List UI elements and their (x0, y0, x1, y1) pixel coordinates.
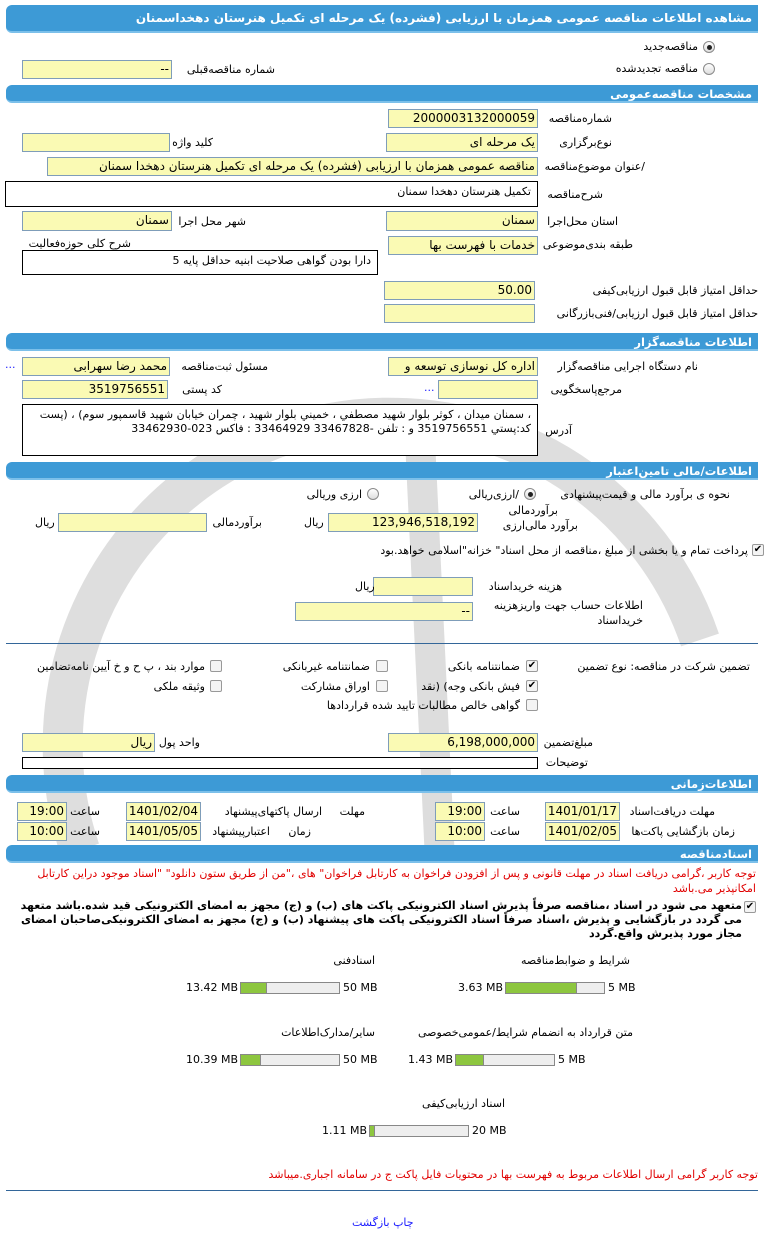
currency-field[interactable]: ریال (22, 733, 155, 752)
keyword-field[interactable] (22, 133, 170, 152)
checkbox-cash-receipt[interactable]: ✔ (527, 680, 537, 691)
account-field[interactable]: -- (295, 602, 473, 621)
file-usage-fill (456, 1055, 484, 1065)
file-usage-bar (369, 1125, 469, 1137)
back-link[interactable]: بازگشت (352, 1216, 390, 1229)
section-general: مشخصات مناقصه‌عمومی (6, 85, 758, 103)
subject-label: /عنوان موضوع‌مناقصه (544, 160, 645, 173)
page-title: مشاهده اطلاعات مناقصه عمومی همزمان با ارزیابی (فشرده) یک مرحله ای تکمیل هنرستان دهخداسمنان (6, 5, 758, 33)
section-timing: اطلاعات‌زمانی (6, 775, 758, 793)
postal-code-field[interactable]: 3519756551 (22, 380, 168, 399)
file-label: شرایط و ضوابط‌مناقصه (521, 954, 630, 967)
city-field[interactable]: سمنان (22, 211, 172, 231)
reference-label: مرجع‌پاسخگویی (550, 383, 622, 396)
checkbox-bonds[interactable] (376, 680, 388, 692)
file-size: 3.63 MB (457, 981, 503, 994)
rial-label: /ارزی‌ریالی (468, 488, 519, 501)
property-collateral-label: وثیقه ملکی (153, 680, 205, 693)
responsible-label: مسئول ثبت‌مناقصه (181, 360, 268, 373)
estimate-fx-label: برآورد مالی‌ارزی (502, 519, 578, 532)
file-usage-bar (240, 1054, 340, 1066)
checkbox-nonbank-guarantee[interactable] (376, 660, 388, 672)
submit-label-1: مهلت (339, 805, 365, 818)
account-label: اطلاعات حساب جهت واریزهزینه خریداسناد (493, 599, 643, 627)
commitment-text: متعهد می شود در اسناد ،مناقصه صرفاً پذیرش اسناد الکترونیکی پاکت های (ب) و (ج) مجهز به امضای الکترونیکی قید شده.باشد متعهد می گردد در بازگشایی و پذیرش ،اسناد صرفاً اسناد الکترونیکی پاکت های پیشنهاد (ب) و (ج) مجهز به امضای الکترونیکی‌صاحبان امضای مجاز مورد پذیرش واقع.گردد (20, 899, 742, 940)
subject-field[interactable]: مناقصه عمومی همزمان با ارزیابی (فشرده) یک مرحله ای تکمیل هنرستان دهخدا سمنان (47, 157, 538, 176)
checkbox-receivables-certificate[interactable] (526, 699, 538, 711)
tender-number-label: شماره‌مناقصه (548, 112, 612, 125)
new-tender-label: مناقصه‌جدید (643, 40, 698, 53)
reference-field[interactable] (438, 380, 538, 399)
validity-label-2: اعتبارپیشنهاد (212, 825, 270, 838)
guarantee-label: تضمین شرکت در مناقصه: نوع تضمین (577, 660, 750, 673)
description-box: تکمیل هنرستان دهخدا سمنان (5, 181, 538, 207)
doc-deadline-label: مهلت دریافت‌اسناد (629, 805, 715, 818)
treasury-text: پرداخت تمام و یا بخشی از مبلغ ،مناقصه از محل اسناد" خزانه"اسلامی خواهد.بود (380, 544, 748, 557)
description-label: شرح‌مناقصه (547, 188, 603, 201)
province-field[interactable]: سمنان (386, 211, 538, 231)
doc-cost-field[interactable] (373, 577, 473, 596)
submit-date[interactable]: 1401/02/04 (126, 802, 201, 821)
address-box: ، سمنان میدان ، کوثر بلوار شهید مصطفي ، خميني بلوار شهيد ، چمران خيابان شهيد قاسمپور سوم) ، (پست کد:پستي 3519756551 و : تلفن -33467828 33464929 : فاكس 023-33462930 (22, 404, 538, 456)
file-label: متن قرارداد به انضمام شرایط/عمومی‌خصوصی (417, 1026, 633, 1039)
estimate-field[interactable]: 123,946,518,192 (328, 513, 478, 532)
estimate-method-label: نحوه ی برآورد مالی و قیمت‌پیشنهادی (560, 488, 730, 501)
hour-label: ساعت (70, 805, 100, 818)
checkbox-property-collateral[interactable] (210, 680, 222, 692)
cash-receipt-label: فیش بانکی وجه) (نقد (421, 680, 520, 693)
price-list-notice: توجه کاربر گرامی ارسال اطلاعات مربوط به فهرست بها در محتویات فایل پاکت ج در سامانه اجباری.میباشد (268, 1168, 758, 1181)
radio-renewed-tender[interactable] (703, 63, 715, 75)
estimate-label: برآوردمالی (508, 504, 558, 517)
file-size: 1.43 MB (407, 1053, 453, 1066)
radio-rial[interactable] (524, 488, 536, 500)
reference-more-link[interactable]: ... (424, 381, 435, 394)
file-usage-fill (370, 1126, 375, 1136)
file-usage-bar (505, 982, 605, 994)
fx-rial-label: ارزی وریالی (306, 488, 362, 501)
file-limit: 5 MB (608, 981, 636, 994)
guarantee-amount-label: مبلغ‌تضمین (543, 736, 593, 749)
holding-type-label: نوع‌برگزاری (559, 136, 612, 149)
bank-guarantee-label: ضمانتنامه بانکی (447, 660, 520, 673)
file-label: اسناد ارزیابی‌کیفی (422, 1097, 505, 1110)
province-label: استان محل‌اجرا (547, 215, 618, 228)
treasury-checkbox[interactable]: ✔ (753, 544, 763, 555)
estimate-fx-label-2: برآوردمالی (212, 516, 262, 529)
renewed-tender-label: مناقصه تجدیدشده (615, 62, 698, 75)
commitment-row (0, 899, 756, 941)
postal-code-label: کد پستی (182, 383, 222, 396)
divider (6, 643, 758, 644)
tender-number-field[interactable]: 2000003132000059 (388, 109, 538, 128)
divider (6, 1190, 758, 1191)
validity-label-1: زمان (288, 825, 311, 838)
file-limit: 50 MB (343, 1053, 378, 1066)
currency-label: واحد پول (158, 736, 200, 749)
holding-type-field[interactable]: یک مرحله ای (386, 133, 538, 152)
opening-date[interactable]: 1401/02/05 (545, 822, 620, 841)
responsible-more-link[interactable]: ... (5, 358, 16, 371)
hour-label: ساعت (70, 825, 100, 838)
radio-new-tender[interactable] (703, 41, 715, 53)
opening-label: زمان بازگشایی پاکت‌ها (631, 825, 735, 838)
min-tech-label: حداقل امتیاز قابل قبول ارزیابی/فنی‌بازرگانی (556, 307, 758, 320)
file-usage-fill (241, 983, 267, 993)
file-label: اسنادفنی (333, 954, 375, 967)
estimate-fx-field[interactable] (58, 513, 207, 532)
documents-text-block (0, 866, 756, 941)
min-tech-field[interactable] (384, 304, 535, 323)
address-label: آدرس (545, 424, 572, 437)
file-limit: 50 MB (343, 981, 378, 994)
file-usage-fill (506, 983, 577, 993)
previous-number-label: شماره مناقصه‌قبلی (186, 63, 275, 76)
file-label: سایر/مدارک‌اطلاعات (281, 1026, 375, 1039)
file-size: 13.42 MB (185, 981, 238, 994)
estimate-currency: ریال (304, 516, 324, 529)
section-documents: اسنادمناقصه (6, 845, 758, 863)
file-limit: 5 MB (558, 1053, 586, 1066)
documents-notice: توجه کاربر ،گرامی دریافت اسناد در مهلت قانونی و پس از افزودن فراخوان به کارتابل فراخوان" های ،"من از طریق ستون دانلود" "اسناد موجود دراین کارتابل امکانپذیر می.باشد (37, 867, 756, 895)
file-size: 1.11 MB (321, 1124, 367, 1137)
nonbank-guarantee-label: ضمانتنامه غیربانکی (282, 660, 370, 673)
validity-date[interactable]: 1401/05/05 (126, 822, 201, 841)
previous-number-field[interactable]: -- (22, 60, 172, 79)
guarantee-amount-field[interactable]: 6,198,000,000 (388, 733, 538, 752)
min-quality-field[interactable]: 50.00 (384, 281, 535, 300)
file-usage-bar (455, 1054, 555, 1066)
opening-time[interactable]: 10:00 (435, 822, 485, 841)
min-quality-label: حداقل امتیاز قابل قبول ارزیابی‌کیفی (592, 284, 758, 297)
category-label: طبقه بندی‌موضوعی (542, 238, 633, 251)
keyword-label: کلید واژه (172, 136, 213, 149)
doc-cost-currency: ریال (355, 580, 375, 593)
file-usage-bar (240, 982, 340, 994)
section-organizer: اطلاعات مناقصه‌گزار (6, 333, 758, 351)
commitment-checkbox[interactable]: ✔ (745, 901, 755, 912)
organization-label: نام دستگاه اجرایی مناقصه‌گزار (557, 360, 698, 373)
file-usage-fill (241, 1055, 261, 1065)
receivables-certificate-label: گواهی خالص مطالبات تایید شده قراردادها (326, 699, 520, 712)
notes-box (22, 757, 538, 769)
submit-time[interactable]: 19:00 (17, 802, 67, 821)
estimate-fx-currency: ریال (35, 516, 55, 529)
notes-label: توضیحات (545, 756, 588, 769)
scope-box: دارا بودن گواهی صلاحیت ابنیه حداقل پایه 5 (22, 250, 378, 275)
hour-label: ساعت (490, 825, 520, 838)
radio-fx-rial[interactable] (367, 488, 379, 500)
file-size: 10.39 MB (185, 1053, 238, 1066)
file-limit: 20 MB (472, 1124, 507, 1137)
category-field[interactable]: خدمات با فهرست بها (388, 236, 538, 255)
scope-label: شرح کلی حوزه‌فعالیت (28, 237, 131, 250)
doc-deadline-date[interactable]: 1401/01/17 (545, 802, 620, 821)
responsible-field[interactable]: محمد رضا سهرابی (22, 357, 170, 376)
print-link[interactable]: چاپ (393, 1216, 414, 1229)
doc-cost-label: هزینه خریداسناد (488, 580, 562, 593)
hour-label: ساعت (490, 805, 520, 818)
validity-time[interactable]: 10:00 (17, 822, 67, 841)
doc-deadline-time[interactable]: 19:00 (435, 802, 485, 821)
checkbox-regulation-items[interactable] (210, 660, 222, 672)
bonds-label: اوراق مشارکت (300, 680, 370, 693)
city-label: شهر محل اجرا (178, 215, 246, 228)
regulation-items-label: موارد بند ، پ ح و خ آیین نامه‌تضامین (37, 660, 205, 673)
section-finance: اطلاعات/مالی تامین‌اعتبار (6, 462, 758, 480)
organization-field[interactable]: اداره کل نوسازی توسعه و (388, 357, 538, 376)
checkbox-bank-guarantee[interactable]: ✔ (527, 660, 537, 671)
submit-label-2: ارسال پاکتهای‌پیشنهاد (224, 805, 322, 818)
